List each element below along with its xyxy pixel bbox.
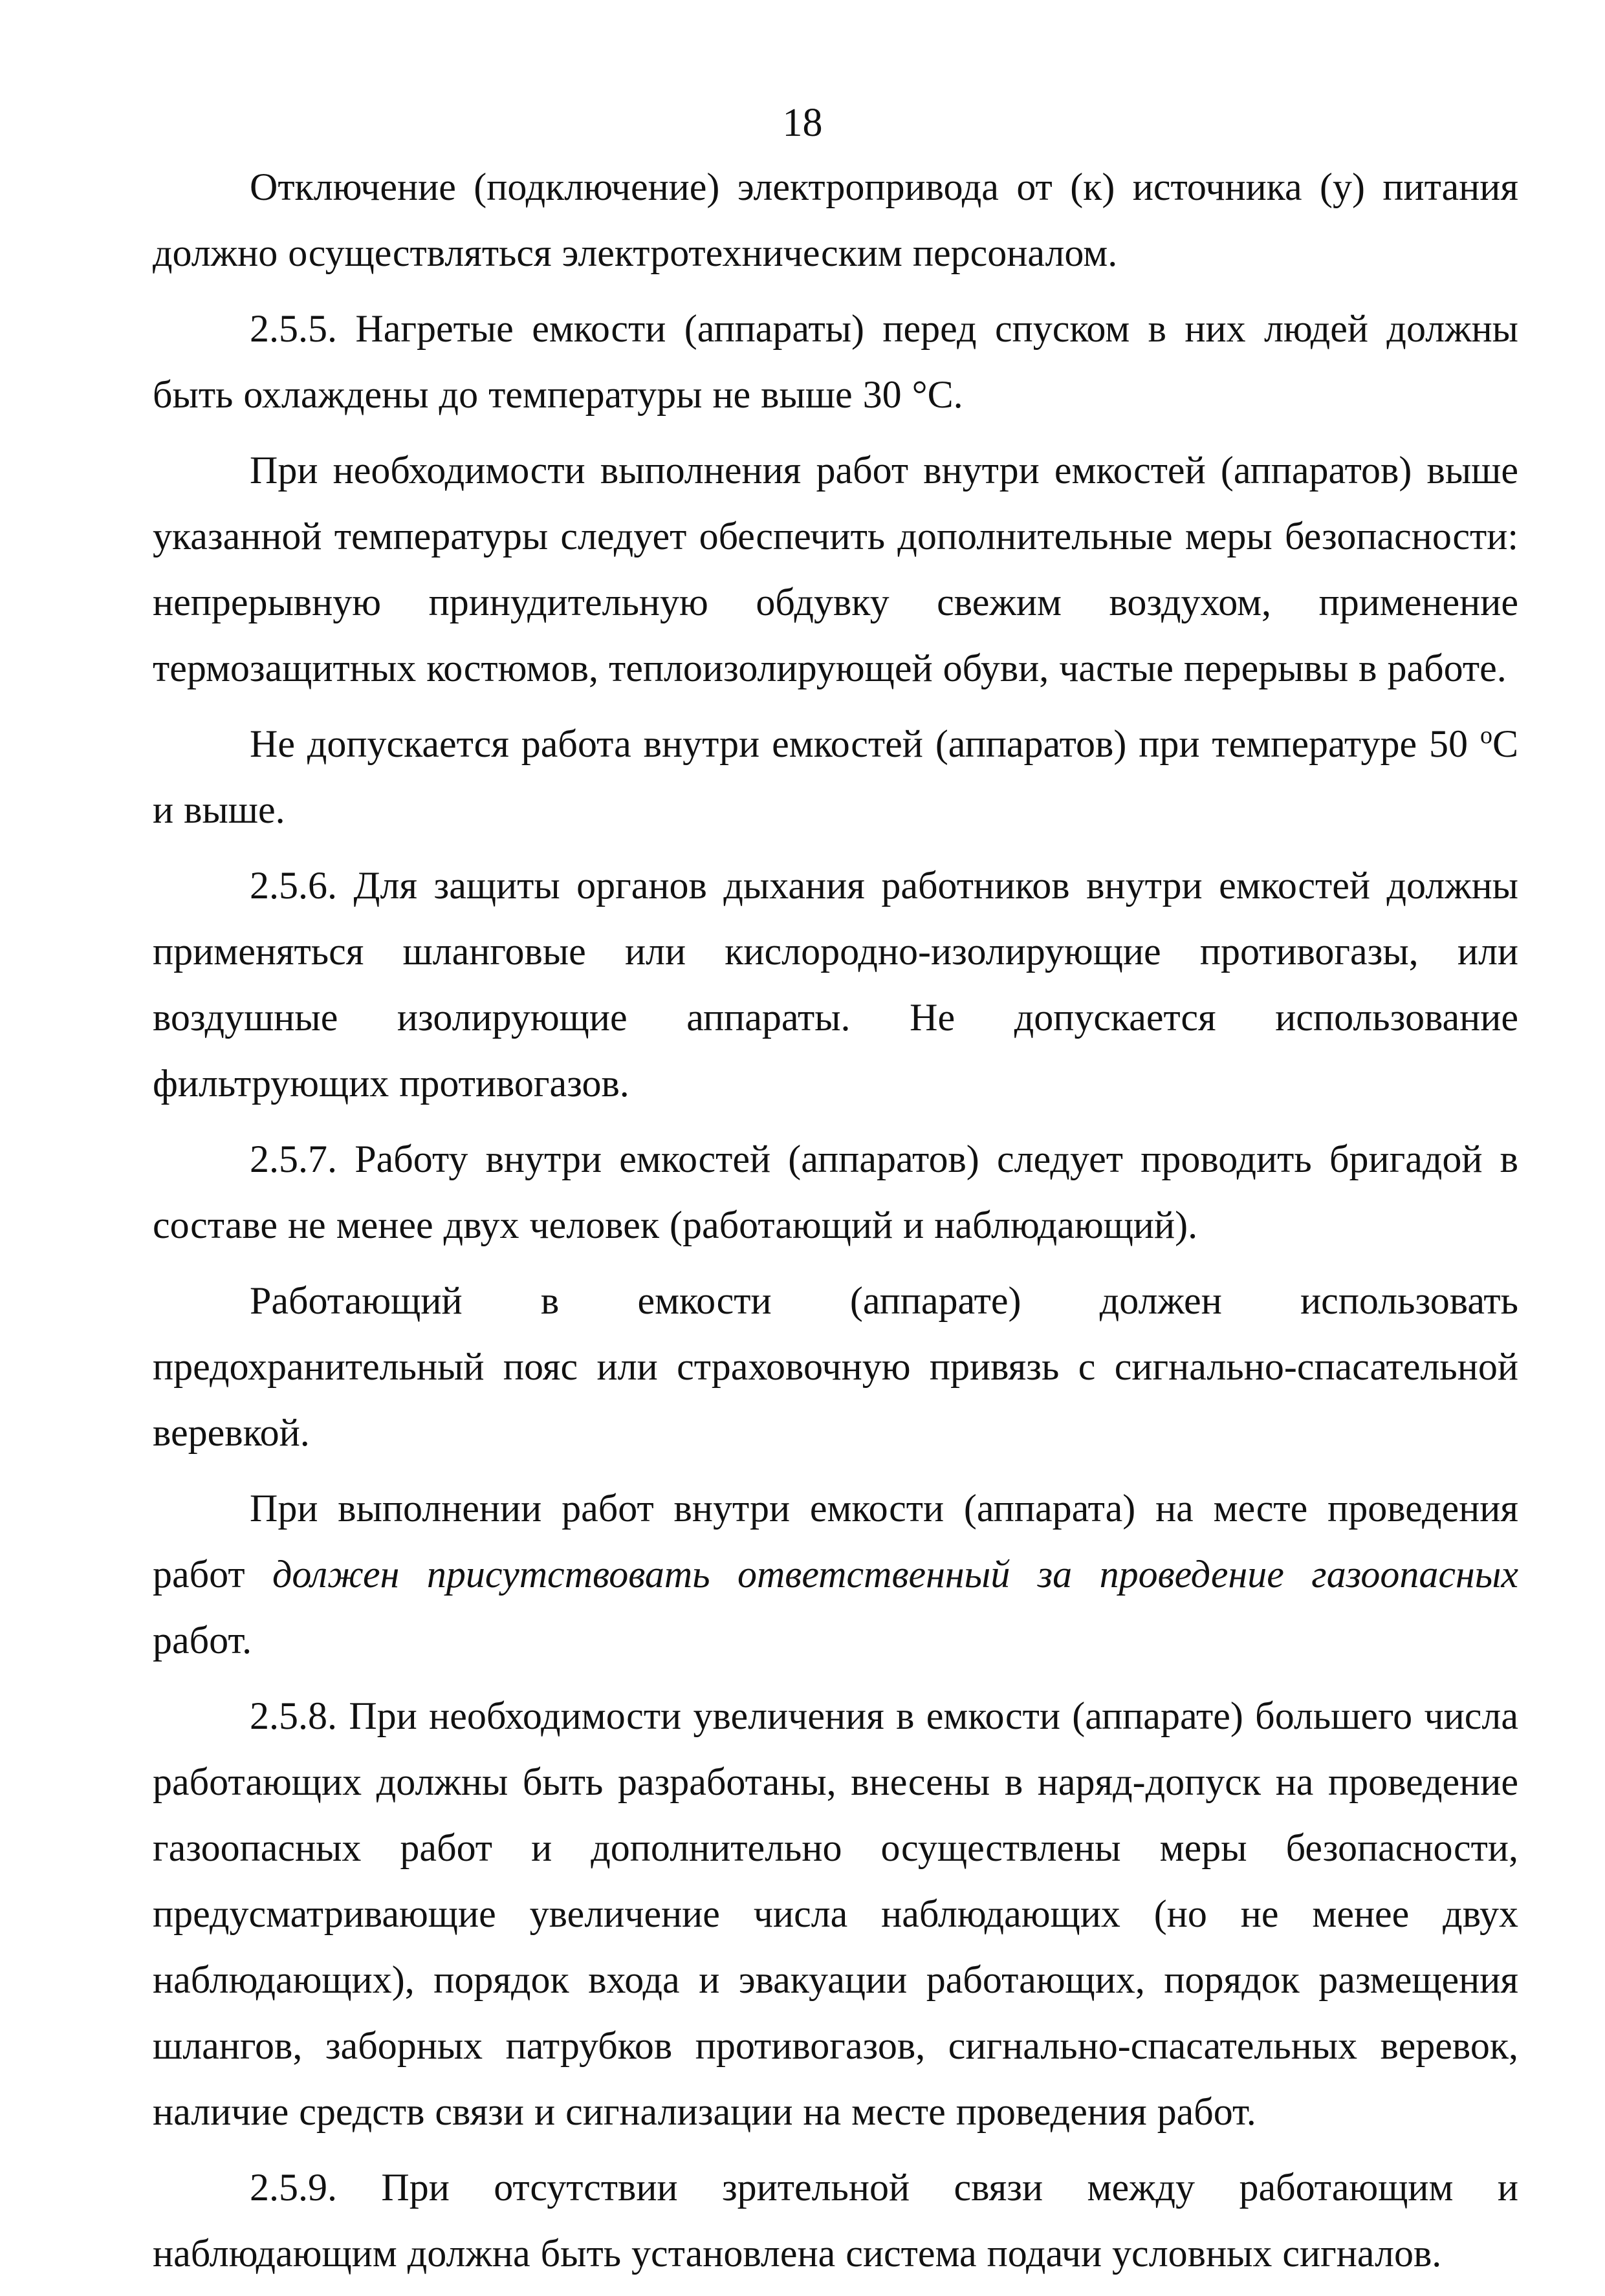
paragraph-2-5-5: 2.5.5. Нагретые емкости (аппараты) перед спуском в них людей должны быть охлаждены до температуры не выше 30 °С.	[153, 307, 1518, 416]
responsible-person-text: При выполнении работ внутри емкости (аппарата) на месте проведения работ	[153, 1487, 1518, 1596]
paragraph-2-5-8: 2.5.8. При необходимости увеличения в емкости (аппарате) большего числа работающих должны быть разработаны, внесены в наряд-допуск на проведение газоопасных работ и дополнительно осуществлены меры безопасности, предусматривающие увеличение числа наблюдающих (но не менее двух наблюдающих), порядок входа и эвакуации работающих, порядок размещения шлангов, заборных патрубков противогазов, сигнально-спасательных веревок, наличие средств связи и сигнализации на месте проведения работ.	[153, 1695, 1518, 2133]
temperature-limit-text-end: С и выше.	[153, 722, 1518, 831]
paragraph-extra-safety-measures: При необходимости выполнения работ внутри емкостей (аппаратов) выше указанной температуры следует обеспечить дополнительные меры безопасности: непрерывную принудительную обдувку свежим воздухом, применение термозащитных костюмов, теплоизолирующей обуви, частые перерывы в работе.	[153, 449, 1518, 689]
paragraph-2-5-7: 2.5.7. Работу внутри емкостей (аппаратов) следует проводить бригадой в составе не менее двух человек (работающий и наблюдающий).	[153, 1138, 1518, 1246]
paragraph-2-5-9: 2.5.9. При отсутствии зрительной связи между работающим и наблюдающим должна быть установлена система подачи условных сигналов.	[153, 2166, 1518, 2275]
paragraph-responsible-person	[153, 1475, 1518, 1673]
paragraph-2-5-6: 2.5.6. Для защиты органов дыхания работников внутри емкостей должны применяться шланговые или кислородно-изолирующие противогазы, или воздушные изолирующие аппараты. Не допускается использование фильтрующих противогазов.	[153, 864, 1518, 1105]
degree-sign: о	[1479, 722, 1492, 750]
paragraph-temperature-limit	[153, 711, 1518, 843]
page-number: 18	[782, 101, 823, 145]
paragraph-power-disconnection: Отключение (подключение) электропривода от (к) источника (у) питания должно осуществляться электротехническим персоналом.	[153, 166, 1518, 274]
responsible-person-text-end: работ.	[153, 1619, 252, 1662]
paragraph-safety-harness: Работающий в емкости (аппарате) должен использовать предохранительный пояс или страховочную привязь с сигнально-спасательной веревкой.	[153, 1279, 1518, 1454]
body-text	[153, 154, 1518, 2296]
temperature-limit-text: Не допускается работа внутри емкостей (аппаратов) при температуре 50	[250, 722, 1480, 765]
responsible-person-italic-text: должен присутствовать ответственный за проведение газоопасных	[272, 1553, 1518, 1596]
